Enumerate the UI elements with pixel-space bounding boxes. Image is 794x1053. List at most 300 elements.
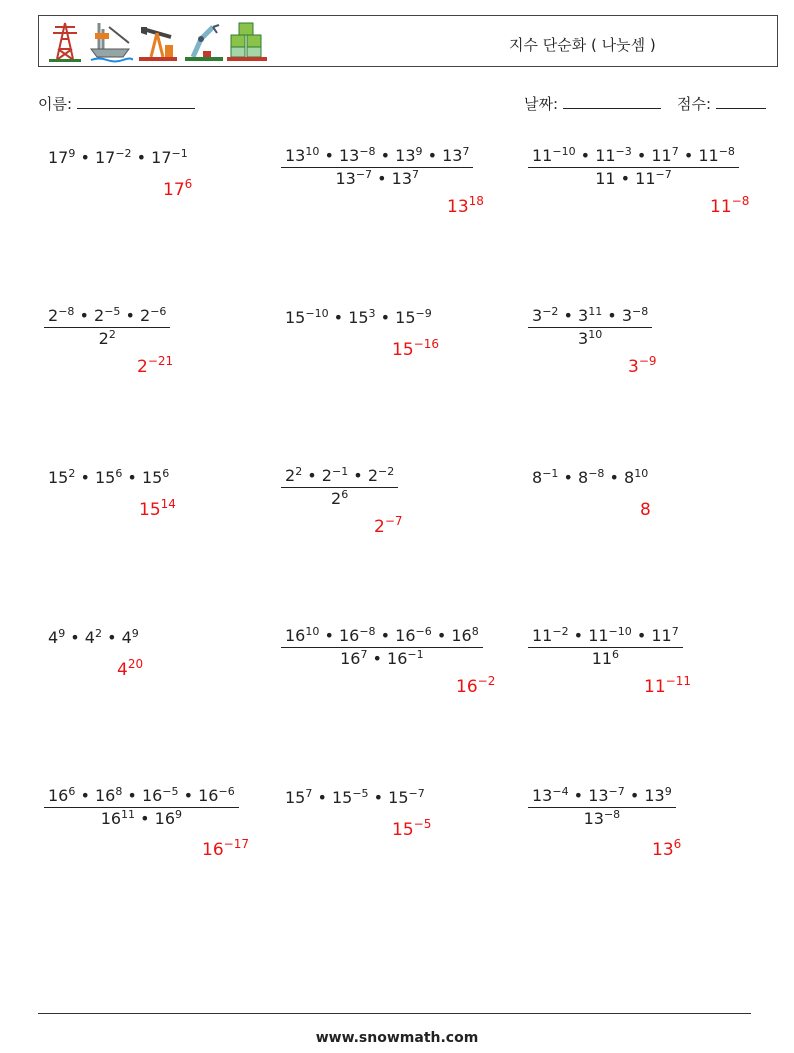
base: 16 (456, 677, 478, 697)
power-term (48, 468, 75, 487)
fraction-numerator (528, 625, 683, 648)
exponent: −10 (552, 145, 576, 158)
fraction-denominator (281, 648, 483, 670)
fraction-denominator (281, 488, 398, 510)
exponent: −8 (718, 145, 735, 158)
base: 15 (139, 500, 161, 520)
multiply-dot: • (120, 306, 141, 325)
fraction-denominator (528, 808, 676, 830)
exponent: −1 (171, 147, 188, 160)
base: 13 (652, 840, 674, 860)
power-term (651, 626, 678, 645)
exponent: 2 (94, 627, 102, 640)
problem-fraction (528, 625, 683, 670)
multiply-dot: • (375, 308, 396, 327)
base: 3 (628, 357, 639, 377)
multiply-dot: • (131, 148, 152, 167)
multiply-dot: • (367, 649, 388, 668)
power-term (442, 146, 469, 165)
power-term (592, 649, 619, 668)
exponent: 9 (58, 627, 66, 640)
power-term (48, 628, 65, 647)
exponent: 11 (121, 808, 136, 821)
base: 11 (532, 626, 553, 645)
base: 8 (578, 468, 589, 487)
multiply-dot: • (568, 786, 589, 805)
base: 11 (651, 626, 672, 645)
fraction-denominator (44, 328, 170, 350)
base: 13 (285, 146, 306, 165)
base: 8 (532, 468, 543, 487)
base: 16 (100, 809, 122, 828)
problem-fraction (281, 465, 398, 510)
power-term (532, 786, 569, 805)
answer-power (644, 674, 691, 697)
fraction-denominator (44, 808, 239, 830)
answer-power (628, 354, 657, 377)
multiply-dot: • (75, 148, 95, 167)
problem-fraction (528, 305, 652, 350)
base: 15 (285, 788, 306, 807)
answer-power (163, 177, 193, 200)
answer-power (202, 837, 249, 860)
power-term (635, 169, 672, 188)
answer (117, 657, 144, 680)
score-field (677, 93, 766, 114)
multiply-dot: • (372, 169, 392, 188)
answer-power (117, 657, 144, 680)
power-term (532, 306, 558, 325)
power-term (339, 626, 376, 645)
power-term (48, 306, 74, 325)
date-field (524, 93, 661, 114)
power-term (95, 468, 122, 487)
problem-fraction (528, 145, 739, 190)
power-term (140, 306, 166, 325)
answer-power (392, 817, 432, 840)
exponent: 3 (368, 307, 376, 320)
exponent: −8 (603, 808, 621, 821)
base: 11 (532, 146, 553, 165)
base: 16 (340, 649, 361, 668)
base: 16 (285, 626, 306, 645)
exponent: 7 (462, 145, 470, 158)
answer (710, 194, 750, 217)
fraction-denominator (281, 168, 473, 190)
problem-fraction (281, 145, 473, 190)
power-term (595, 169, 615, 188)
base: 13 (588, 786, 609, 805)
base: 15 (392, 820, 414, 840)
base: 15 (285, 308, 306, 327)
answer (374, 514, 403, 537)
exponent: −11 (665, 674, 691, 688)
multiply-dot: • (122, 468, 142, 487)
power-term (155, 809, 182, 828)
base: 15 (141, 468, 163, 487)
base: 11 (710, 197, 732, 217)
base: 16 (338, 626, 360, 645)
base: 11 (651, 146, 672, 165)
exponent: 14 (160, 497, 176, 511)
exponent: 7 (412, 168, 420, 181)
power-term (285, 308, 329, 327)
exponent: 18 (468, 194, 484, 208)
base: 2 (140, 306, 151, 325)
power-term (48, 148, 75, 167)
base: 2 (331, 489, 342, 508)
base: 2 (367, 466, 378, 485)
base: 13 (583, 809, 604, 828)
answer-power (456, 674, 496, 697)
exponent: 6 (162, 467, 170, 480)
answer (447, 194, 484, 217)
multiply-dot: • (422, 146, 443, 165)
exponent: −8 (58, 305, 75, 318)
exponent: −5 (104, 305, 121, 318)
answer (392, 337, 439, 360)
base: 2 (94, 306, 105, 325)
power-term (368, 466, 394, 485)
multiply-dot: • (631, 626, 652, 645)
cargo-boxes-icon (227, 19, 269, 63)
power-term (395, 146, 422, 165)
exponent: −2 (552, 625, 569, 638)
power-term (532, 146, 576, 165)
multiply-dot: • (631, 146, 652, 165)
answer (137, 354, 174, 377)
exponent: 6 (341, 488, 349, 501)
date-label: 날짜: (524, 95, 559, 113)
answer-power (137, 354, 174, 377)
fraction-numerator (281, 145, 473, 168)
base: 3 (532, 306, 543, 325)
base: 2 (285, 466, 296, 485)
power-term (95, 148, 132, 167)
exponent: 2 (108, 328, 116, 341)
base: 15 (392, 340, 414, 360)
fraction-numerator (281, 465, 398, 488)
power-term (122, 628, 139, 647)
power-term (285, 146, 319, 165)
power-term (395, 626, 432, 645)
power-term (322, 466, 348, 485)
exponent: −9 (638, 354, 657, 368)
base: 15 (388, 788, 409, 807)
robot-arm-icon (183, 19, 225, 63)
base: 2 (48, 306, 59, 325)
multiply-dot: • (312, 788, 332, 807)
problem-fraction (44, 305, 170, 350)
multiply-dot: • (328, 308, 349, 327)
problem-fraction (528, 785, 676, 830)
multiply-dot: • (135, 809, 155, 828)
multiply-dot: • (368, 788, 389, 807)
base: 13 (442, 146, 463, 165)
exponent: 10 (305, 625, 320, 638)
exponent: −1 (331, 465, 349, 478)
answer (640, 500, 651, 520)
exponent: −5 (352, 787, 369, 800)
multiply-dot: • (431, 626, 452, 645)
exponent: 2 (295, 465, 303, 478)
fraction-numerator (281, 625, 483, 648)
power-term (624, 468, 648, 487)
exponent: 7 (671, 625, 679, 638)
pump-jack-icon (137, 19, 179, 63)
answer-power (139, 497, 176, 520)
answer (139, 497, 176, 520)
base: 8 (624, 468, 635, 487)
base: 16 (48, 786, 69, 805)
power-term (395, 308, 432, 327)
base: 4 (121, 628, 132, 647)
exponent: 9 (415, 145, 423, 158)
power-term (588, 626, 632, 645)
exponent: 10 (305, 145, 320, 158)
exponent: −21 (147, 354, 174, 368)
exponent: 8 (115, 785, 123, 798)
power-term (387, 649, 424, 668)
answer (392, 817, 432, 840)
base: 13 (335, 169, 356, 188)
problem-fraction (281, 625, 483, 670)
answer-power (374, 514, 403, 537)
base: 13 (447, 197, 469, 217)
power-term (285, 466, 302, 485)
base: 17 (151, 148, 172, 167)
base: 3 (621, 306, 632, 325)
exponent: 7 (305, 787, 313, 800)
power-term (340, 649, 367, 668)
exponent: −2 (115, 147, 132, 160)
base: 15 (395, 308, 416, 327)
power-term (348, 308, 375, 327)
multiply-dot: • (558, 306, 579, 325)
power-term (578, 306, 602, 325)
footer-url: www.snowmath.com (315, 1030, 479, 1046)
multiply-dot: • (375, 146, 396, 165)
exponent: −2 (542, 305, 559, 318)
exponent: 7 (671, 145, 679, 158)
multiply-dot: • (65, 628, 85, 647)
base: 3 (578, 329, 589, 348)
power-term (285, 626, 319, 645)
base: 13 (395, 146, 416, 165)
fraction-numerator (528, 305, 652, 328)
exponent: −6 (218, 785, 235, 798)
exponent: −4 (552, 785, 569, 798)
answer-power (710, 194, 750, 217)
base: 15 (331, 788, 353, 807)
power-term (595, 146, 632, 165)
name-field (38, 93, 195, 114)
problem-expression (285, 308, 432, 327)
base: 16 (451, 626, 472, 645)
answer (202, 837, 249, 860)
fraction-numerator (44, 785, 239, 808)
power-term (651, 146, 678, 165)
exponent: −9 (415, 307, 432, 320)
power-term (142, 786, 179, 805)
multiply-dot: • (319, 146, 339, 165)
exponent: −8 (359, 625, 376, 638)
base: 11 (698, 146, 719, 165)
power-term (335, 169, 372, 188)
power-tower-icon (45, 19, 85, 63)
exponent: −5 (413, 817, 432, 831)
fraction-denominator (528, 648, 683, 670)
exponent: 8 (471, 625, 479, 638)
footer-divider (38, 1013, 751, 1014)
multiply-dot: • (615, 169, 636, 188)
multiply-dot: • (375, 626, 396, 645)
power-term (151, 148, 188, 167)
score-blank[interactable] (716, 94, 766, 109)
answer-power (640, 500, 651, 520)
exponent: −17 (223, 837, 249, 851)
base: 15 (348, 308, 369, 327)
answer (652, 837, 682, 860)
exponent: 6 (115, 467, 123, 480)
fraction-numerator (44, 305, 170, 328)
exponent: −8 (632, 305, 649, 318)
base: 2 (98, 329, 109, 348)
multiply-dot: • (75, 786, 95, 805)
exponent: 10 (634, 467, 649, 480)
multiply-dot: • (558, 468, 579, 487)
exponent: −7 (655, 168, 672, 181)
multiply-dot: • (319, 626, 339, 645)
oil-rig-icon (89, 19, 133, 63)
exponent: 6 (184, 177, 193, 191)
power-term (99, 329, 116, 348)
base: 4 (84, 628, 95, 647)
base: 16 (387, 649, 408, 668)
exponent: −7 (355, 168, 373, 181)
score-label: 점수: (677, 95, 712, 113)
exponent: −10 (608, 625, 632, 638)
base: 13 (644, 786, 665, 805)
name-blank[interactable] (77, 94, 195, 109)
base: 16 (154, 809, 176, 828)
exponent: 6 (68, 785, 76, 798)
fraction-denominator (528, 328, 652, 350)
exponent: −8 (731, 194, 750, 208)
exponent: −6 (150, 305, 167, 318)
exponent: 9 (175, 808, 183, 821)
base: 16 (395, 626, 416, 645)
answer-power (652, 837, 682, 860)
base: 15 (48, 468, 69, 487)
power-term (101, 809, 135, 828)
base: 13 (532, 786, 553, 805)
fraction-numerator (528, 145, 739, 168)
power-term (388, 788, 425, 807)
exponent: 7 (360, 648, 368, 661)
exponent: 11 (588, 305, 603, 318)
base: 4 (117, 660, 128, 680)
multiply-dot: • (604, 468, 625, 487)
name-label: 이름: (38, 95, 73, 113)
power-term (578, 329, 602, 348)
base: 11 (644, 677, 666, 697)
base: 2 (137, 357, 148, 377)
answer (163, 177, 193, 200)
power-term (698, 146, 735, 165)
power-term (48, 786, 75, 805)
fraction-denominator (528, 168, 739, 190)
multiply-dot: • (568, 626, 589, 645)
exponent: 9 (664, 785, 672, 798)
multiply-dot: • (101, 628, 122, 647)
power-term (94, 306, 120, 325)
base: 11 (595, 169, 616, 188)
multiply-dot: • (122, 786, 142, 805)
exponent: −6 (415, 625, 432, 638)
multiply-dot: • (178, 786, 199, 805)
base: 13 (338, 146, 360, 165)
base: 3 (578, 306, 589, 325)
exponent: −8 (588, 467, 605, 480)
answer (456, 674, 496, 697)
base: 17 (48, 148, 69, 167)
exponent: −3 (615, 145, 632, 158)
answer (644, 674, 691, 697)
power-term (584, 809, 621, 828)
exponent: −5 (162, 785, 179, 798)
power-term (142, 468, 169, 487)
worksheet-title: 지수 단순화 ( 나눗셈 ) (509, 36, 656, 54)
multiply-dot: • (678, 146, 699, 165)
power-term (392, 169, 419, 188)
exponent: −7 (408, 787, 425, 800)
problem-expression (48, 468, 169, 487)
power-term (451, 626, 478, 645)
power-term (532, 468, 558, 487)
power-term (532, 626, 569, 645)
power-term (578, 468, 604, 487)
base: 16 (141, 786, 163, 805)
date-blank[interactable] (563, 94, 661, 109)
answer (628, 354, 657, 377)
base: 11 (588, 626, 609, 645)
exponent: 6 (673, 837, 682, 851)
problem-expression (285, 788, 425, 807)
problem-expression (48, 148, 188, 167)
base: 11 (635, 169, 656, 188)
exponent: −7 (608, 785, 625, 798)
exponent: −16 (413, 337, 439, 351)
power-term (85, 628, 102, 647)
exponent: 10 (588, 328, 603, 341)
base: 4 (48, 628, 59, 647)
problem-fraction (44, 785, 239, 830)
base: 2 (374, 517, 385, 537)
multiply-dot: • (75, 468, 95, 487)
power-term (588, 786, 625, 805)
exponent: 6 (612, 648, 620, 661)
multiply-dot: • (575, 146, 596, 165)
exponent: −10 (305, 307, 329, 320)
multiply-dot: • (348, 466, 368, 485)
exponent: −7 (384, 514, 403, 528)
problem-expression (48, 628, 139, 647)
power-term (198, 786, 235, 805)
base: 17 (163, 180, 185, 200)
exponent: 20 (127, 657, 144, 671)
power-term (644, 786, 671, 805)
